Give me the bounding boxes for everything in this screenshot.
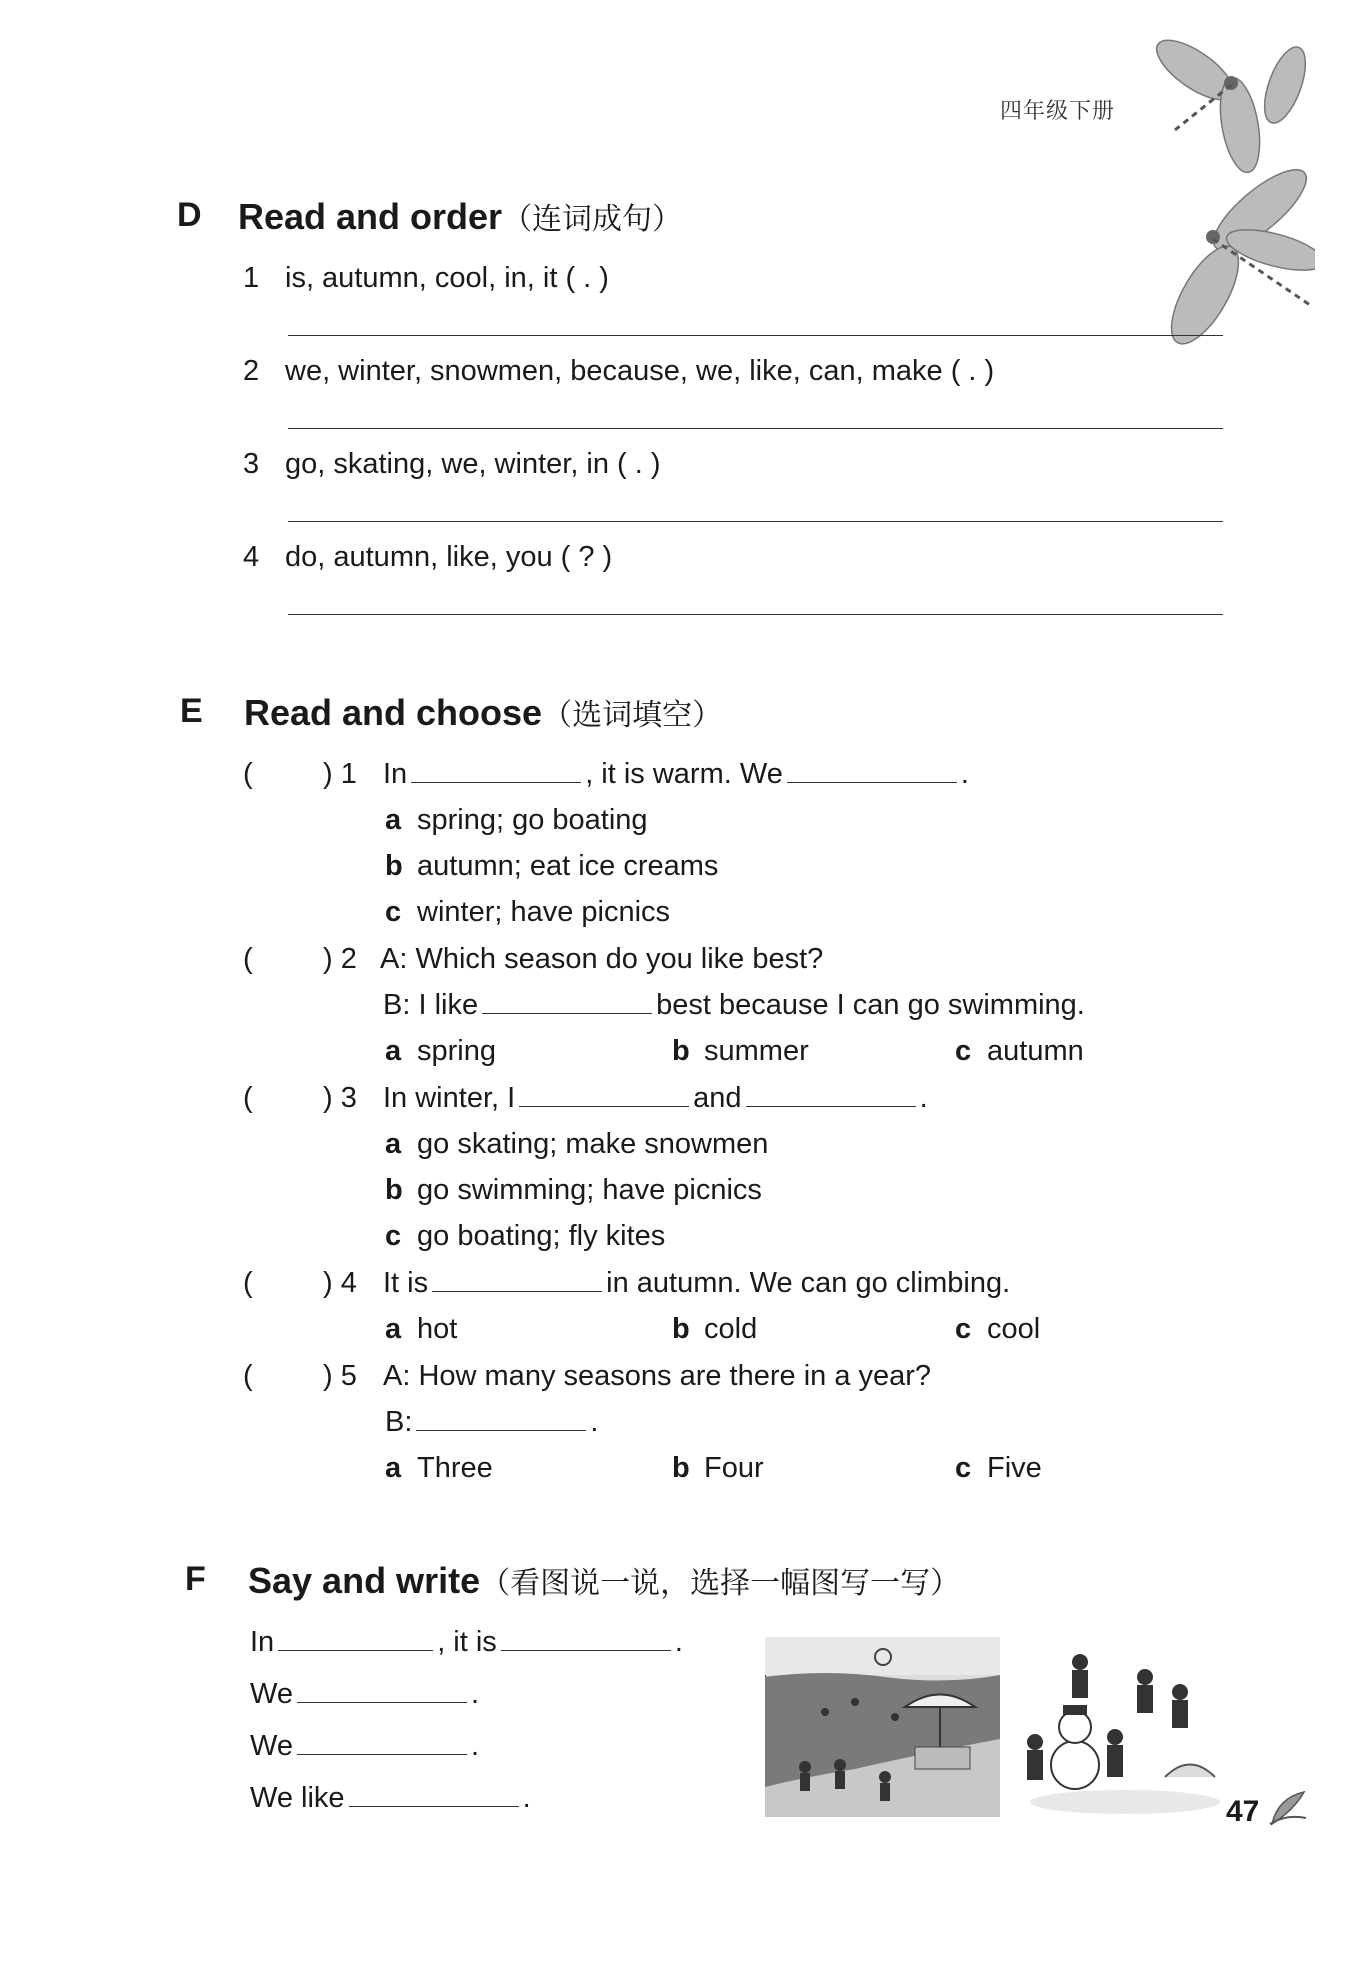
text: , it is warm. We bbox=[585, 758, 783, 790]
text: In bbox=[383, 758, 408, 790]
option-a bbox=[385, 804, 648, 837]
section-d-letter: D bbox=[177, 196, 202, 234]
option-b bbox=[385, 1174, 762, 1207]
text: . bbox=[470, 1678, 480, 1710]
answer-paren-open[interactable]: ( bbox=[243, 1267, 253, 1299]
section-f-title bbox=[248, 1558, 960, 1602]
option-text: go swimming; have picnics bbox=[417, 1174, 762, 1206]
list-item bbox=[243, 262, 609, 295]
fill-blank[interactable] bbox=[519, 1084, 689, 1107]
option-a bbox=[385, 1313, 457, 1346]
option-c bbox=[385, 1220, 665, 1253]
text: We bbox=[250, 1678, 293, 1710]
question-text bbox=[383, 989, 1085, 1022]
write-line-1 bbox=[250, 1626, 683, 1659]
fill-blank[interactable] bbox=[411, 760, 581, 783]
answer-line[interactable] bbox=[288, 521, 1223, 522]
option-text: go skating; make snowmen bbox=[417, 1128, 769, 1160]
section-e-title-cn: （选词填空） bbox=[542, 699, 723, 732]
section-d-title-en: Read and order bbox=[238, 196, 503, 237]
option-letter: a bbox=[385, 1128, 402, 1160]
option-b bbox=[672, 1035, 809, 1068]
section-f-title-cn: （看图说一说，选择一幅图写一写） bbox=[480, 1567, 961, 1600]
leaf-icon bbox=[1268, 1790, 1308, 1826]
item-number: 3 bbox=[243, 448, 260, 480]
question-label: ) 2 bbox=[323, 943, 357, 975]
option-letter: a bbox=[385, 1035, 402, 1067]
option-letter: c bbox=[955, 1313, 972, 1345]
option-letter: a bbox=[385, 1313, 402, 1345]
option-text: autumn bbox=[987, 1035, 1084, 1067]
item-text: do, autumn, like, you ( ? ) bbox=[285, 541, 613, 573]
option-text: Four bbox=[704, 1452, 764, 1484]
option-c bbox=[955, 1452, 1042, 1485]
fill-blank[interactable] bbox=[482, 991, 652, 1014]
option-a bbox=[385, 1452, 493, 1485]
section-e-title-en: Read and choose bbox=[244, 692, 543, 733]
text: . bbox=[674, 1626, 683, 1658]
fill-blank[interactable] bbox=[501, 1628, 671, 1651]
item-text: is, autumn, cool, in, it ( . ) bbox=[285, 262, 609, 294]
item-text: go, skating, we, winter, in ( . ) bbox=[285, 448, 661, 480]
list-item bbox=[243, 541, 612, 574]
section-d-title bbox=[238, 194, 682, 238]
list-item bbox=[243, 355, 994, 388]
option-letter: a bbox=[385, 804, 402, 836]
answer-paren-open[interactable]: ( bbox=[243, 1082, 253, 1114]
fill-blank[interactable] bbox=[416, 1408, 586, 1431]
option-text: spring; go boating bbox=[417, 804, 648, 836]
fill-blank[interactable] bbox=[278, 1628, 433, 1651]
option-b bbox=[672, 1313, 757, 1346]
fill-blank[interactable] bbox=[297, 1680, 467, 1703]
answer-line[interactable] bbox=[288, 428, 1223, 429]
answer-paren-open[interactable]: ( bbox=[243, 943, 253, 975]
text: . bbox=[590, 1406, 599, 1438]
text: and bbox=[693, 1082, 742, 1114]
text: . bbox=[522, 1782, 531, 1814]
option-text: winter; have picnics bbox=[417, 896, 671, 928]
option-text: cold bbox=[704, 1313, 758, 1345]
section-e-title bbox=[244, 690, 722, 734]
snowman-winter-picture bbox=[1015, 1637, 1235, 1817]
question-text bbox=[383, 1082, 928, 1115]
text: in autumn. We can go climbing. bbox=[606, 1267, 1011, 1299]
fill-blank[interactable] bbox=[787, 760, 957, 783]
option-text: Five bbox=[987, 1452, 1042, 1484]
option-text: go boating; fly kites bbox=[417, 1220, 666, 1252]
section-f-letter: F bbox=[185, 1560, 206, 1598]
section-d-title-cn: （连词成句） bbox=[502, 203, 683, 236]
question-label: ) 5 bbox=[323, 1360, 357, 1392]
option-b bbox=[385, 850, 718, 883]
list-item bbox=[243, 448, 661, 481]
option-letter: c bbox=[955, 1035, 972, 1067]
option-text: summer bbox=[704, 1035, 809, 1067]
text: B: bbox=[385, 1406, 413, 1438]
page-number: 47 bbox=[1226, 1795, 1260, 1828]
question-text bbox=[383, 758, 969, 791]
item-number: 2 bbox=[243, 355, 260, 387]
option-text: Three bbox=[417, 1452, 493, 1484]
question-text bbox=[385, 1406, 598, 1439]
dragonfly-decoration bbox=[1135, 15, 1315, 345]
question-label: ) 1 bbox=[323, 758, 357, 790]
question-label: ) 4 bbox=[323, 1267, 357, 1299]
option-letter: b bbox=[672, 1452, 690, 1484]
option-text: hot bbox=[417, 1313, 458, 1345]
item-number: 1 bbox=[243, 262, 260, 294]
answer-line[interactable] bbox=[288, 335, 1223, 336]
write-line-4 bbox=[250, 1782, 531, 1815]
option-c bbox=[385, 896, 670, 929]
option-text: cool bbox=[987, 1313, 1041, 1345]
option-letter: c bbox=[955, 1452, 972, 1484]
item-text: we, winter, snowmen, because, we, like, can, make ( . ) bbox=[285, 355, 995, 387]
answer-line[interactable] bbox=[288, 614, 1223, 615]
fill-blank[interactable] bbox=[746, 1084, 916, 1107]
option-letter: b bbox=[385, 1174, 403, 1206]
text: We bbox=[250, 1730, 293, 1762]
item-number: 4 bbox=[243, 541, 260, 573]
text: In bbox=[250, 1626, 275, 1658]
question-text: A: How many seasons are there in a year? bbox=[383, 1360, 932, 1392]
answer-paren-open[interactable]: ( bbox=[243, 758, 253, 790]
fill-blank[interactable] bbox=[432, 1269, 602, 1292]
option-text: spring bbox=[417, 1035, 496, 1067]
section-e-letter: E bbox=[180, 692, 203, 730]
text: B: I like bbox=[383, 989, 479, 1021]
option-c bbox=[955, 1035, 1084, 1068]
fill-blank[interactable] bbox=[349, 1784, 519, 1807]
text: In winter, I bbox=[383, 1082, 516, 1114]
option-letter: c bbox=[385, 1220, 402, 1252]
text: We like bbox=[250, 1782, 345, 1814]
fill-blank[interactable] bbox=[297, 1732, 467, 1755]
option-letter: c bbox=[385, 896, 402, 928]
option-b bbox=[672, 1452, 764, 1485]
text: . bbox=[919, 1082, 928, 1114]
write-line-2 bbox=[250, 1678, 479, 1711]
question-text: A: Which season do you like best? bbox=[380, 943, 824, 975]
option-c bbox=[955, 1313, 1040, 1346]
question-text bbox=[383, 1267, 1010, 1300]
answer-paren-open[interactable]: ( bbox=[243, 1360, 253, 1392]
text: It is bbox=[383, 1267, 429, 1299]
text: . bbox=[960, 758, 969, 790]
option-letter: b bbox=[385, 850, 403, 882]
option-a bbox=[385, 1035, 496, 1068]
write-line-3 bbox=[250, 1730, 479, 1763]
option-a bbox=[385, 1128, 768, 1161]
option-text: autumn; eat ice creams bbox=[417, 850, 719, 882]
text: . bbox=[470, 1730, 480, 1762]
section-f-title-en: Say and write bbox=[248, 1560, 481, 1601]
option-letter: a bbox=[385, 1452, 402, 1484]
beach-summer-picture bbox=[765, 1637, 1000, 1817]
text: , it is bbox=[437, 1626, 497, 1658]
question-label: ) 3 bbox=[323, 1082, 357, 1114]
text: best because I can go swimming. bbox=[656, 989, 1085, 1021]
option-letter: b bbox=[672, 1035, 690, 1067]
grade-label: 四年级下册 bbox=[1000, 99, 1116, 124]
option-letter: b bbox=[672, 1313, 690, 1345]
